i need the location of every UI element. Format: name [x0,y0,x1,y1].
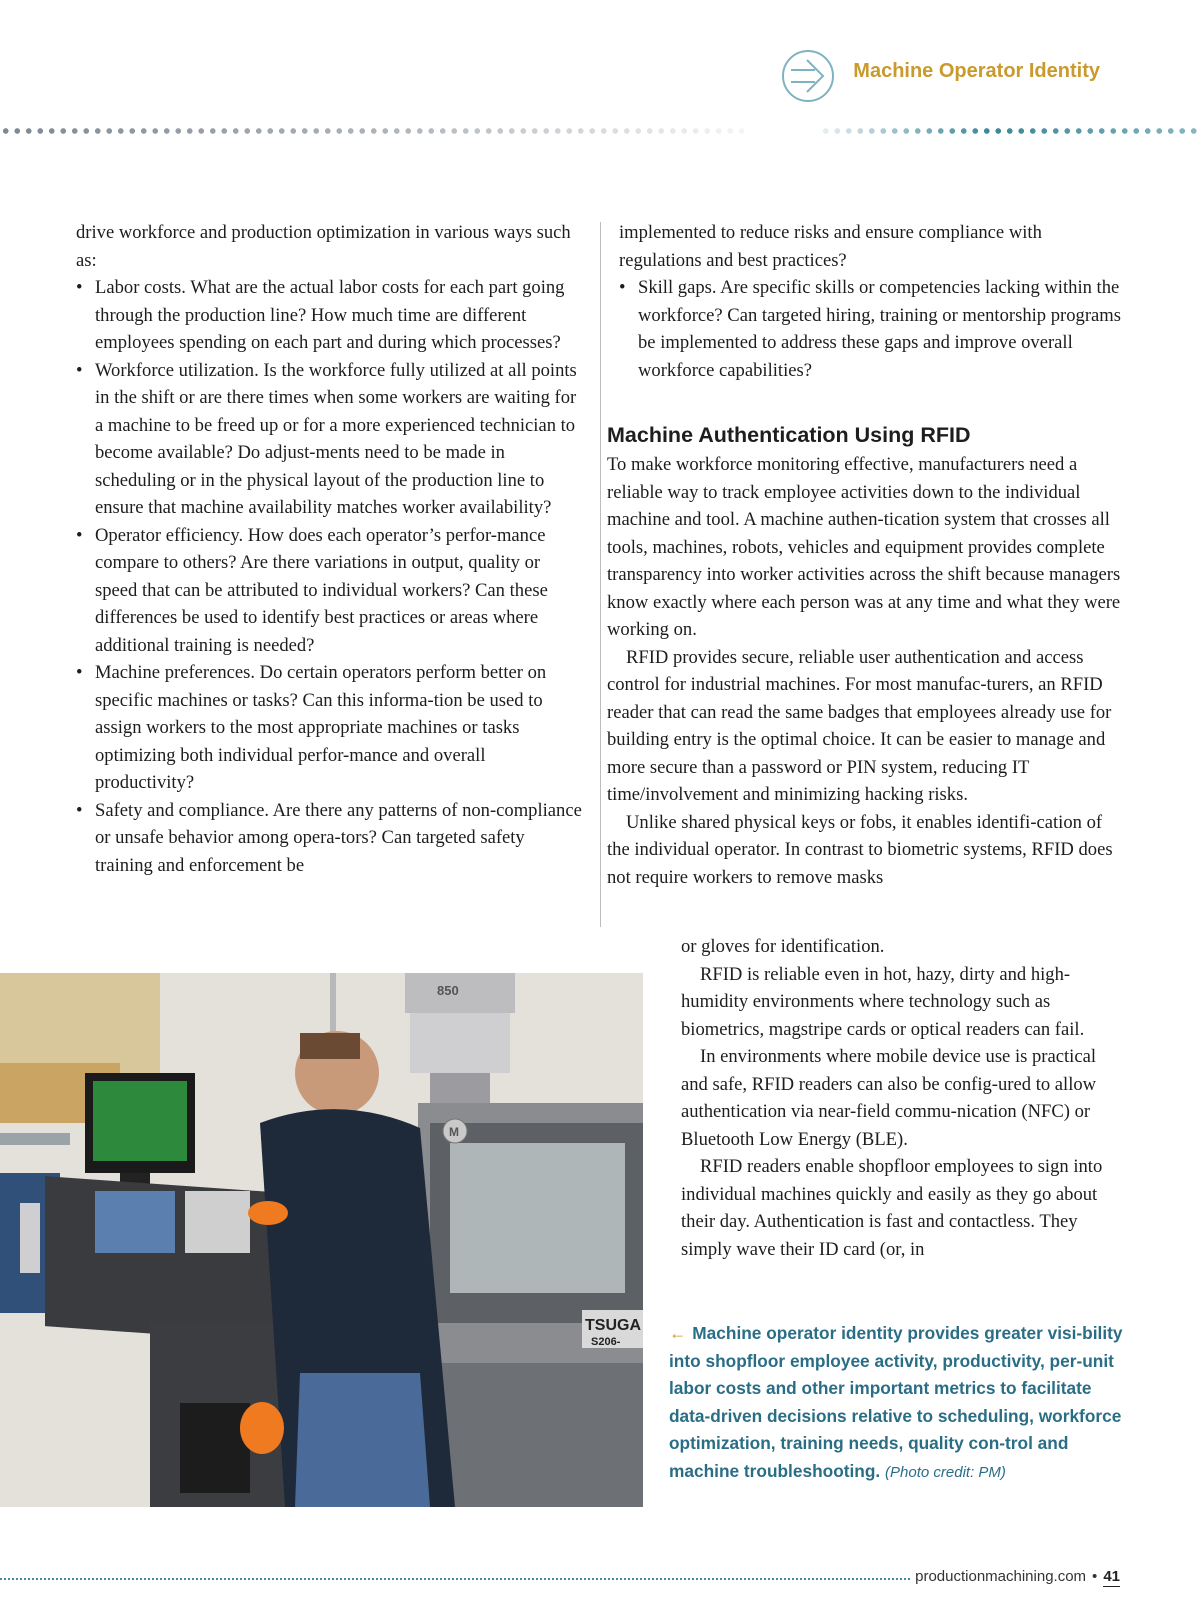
footer-separator: • [1092,1568,1098,1585]
body-paragraph: To make workforce monitoring effective, manufacturers need a reliable way to track employee activities down to the individual machine and tool. A machine authen-tication system that crosses all tools, machines, robots, vehicles and equipment provides complete transparency into worker activities across the shift because managers know exactly where each person was at any time and what they were working on. [607,454,1121,640]
machine-top-label: 850 [437,983,459,998]
page-number: 41 [1103,1568,1120,1585]
right-narrow-column [681,933,1124,1263]
header-dotted-rule-left [0,127,750,135]
section-heading: Machine Authentication Using RFID [607,423,971,447]
left-column [76,219,584,879]
cnc-machine-illustration [0,973,643,1507]
body-paragraph: RFID provides secure, reliable user authentication and access control for industrial machines. For most manufac-turers, an RFID reader that can read the same badges that employees already use for building entry is the optimal choice. It can be easier to manage and more secure than a password or PIN system, reducing IT time/involvement and minimizing hacking risks. [607,646,1112,805]
caption-text: Machine operator identity provides greater visi-bility into shopfloor employee activity, productivity, per-unit labor costs and other important metrics to facilitate data-driven decisions relative to scheduling, workforce optimization, training needs, quality con-trol and machine troubleshooting. [669,1323,1123,1481]
intro-paragraph: drive workforce and production optimization in various ways such as: [76,222,571,271]
operator-photo [0,973,643,1507]
bullet-list [619,274,1124,384]
page-footer [915,1568,1120,1585]
list-item: • Machine preferences. Do certain operators perform better on specific machines or tasks? Can this informa-tion be used to assign workers to the most appropriate machines or tasks optimizing both individual perfor-mance and overall productivity? [76,659,584,797]
section-title: Machine Operator Identity [853,60,1100,82]
list-item: • Operator efficiency. How does each operator’s perfor-mance compare to others? Are there variations in output, quality or speed that can be attributed to individual workers? Can these differences be used to identify best practices or areas where additional training is needed? [76,522,584,660]
body-paragraph: In environments where mobile device use is practical and safe, RFID readers can also be config-ured to allow authentication via near-field commu-nication (NFC) or Bluetooth Low Energy (BLE). [681,1046,1097,1150]
rfid-section [607,403,1124,891]
column-divider [600,222,601,927]
header-dotted-rule-right [820,127,1200,135]
arrow-left-icon: ← [669,1323,687,1343]
machine-logo: M [449,1125,459,1139]
footer-site-link[interactable]: productionmachining.com [915,1568,1087,1585]
footer-dotted-rule [0,1578,910,1580]
list-item: • Skill gaps. Are specific skills or competencies lacking within the workforce? Can targeted hiring, training or mentorship programs be implemented to address these gaps and improve overall workforce capabilities? [619,274,1124,384]
body-paragraph: Unlike shared physical keys or fobs, it enables identifi-cation of the individual operator. In contrast to biometric systems, RFID does not require workers to remove masks [607,811,1113,888]
bullet-list [76,274,584,879]
right-column [619,219,1124,384]
list-item: • Safety and compliance. Are there any patterns of non-compliance or unsafe behavior among opera-tors? Can targeted safety training and enforcement be [76,797,584,880]
continuation-paragraph: implemented to reduce risks and ensure compliance with regulations and best practices? [619,222,1042,271]
machine-brand-label: TSUGA [585,1317,641,1334]
photo-caption [669,1320,1129,1486]
photo-credit: (Photo credit: PM) [885,1463,1006,1481]
list-item: • Workforce utilization. Is the workforce fully utilized at all points in the shift or are there times when some workers are waiting for a machine to be freed up or for a more experienced technician to become available? Do adjust-ments need to be made in scheduling or in the physical layout of the production line to ensure that machine availability matches worker availability? [76,357,584,522]
list-item: • Labor costs. What are the actual labor costs for each part going through the production line? How much time are different employees spending on each part and during which processes? [76,274,584,357]
body-paragraph: RFID readers enable shopfloor employees to sign into individual machines quickly and easily as they go about their day. Authentication is fast and contactless. They simply wave their ID card (or, in [681,1156,1103,1260]
body-paragraph: or gloves for identification. [681,936,885,957]
body-paragraph: RFID is reliable even in hot, hazy, dirty and high-humidity environments where technology such as biometrics, magstripe cards or optical readers can fail. [681,963,1085,1040]
arrow-right-circle-icon [780,48,836,104]
machine-model-label: S206- [591,1336,621,1348]
